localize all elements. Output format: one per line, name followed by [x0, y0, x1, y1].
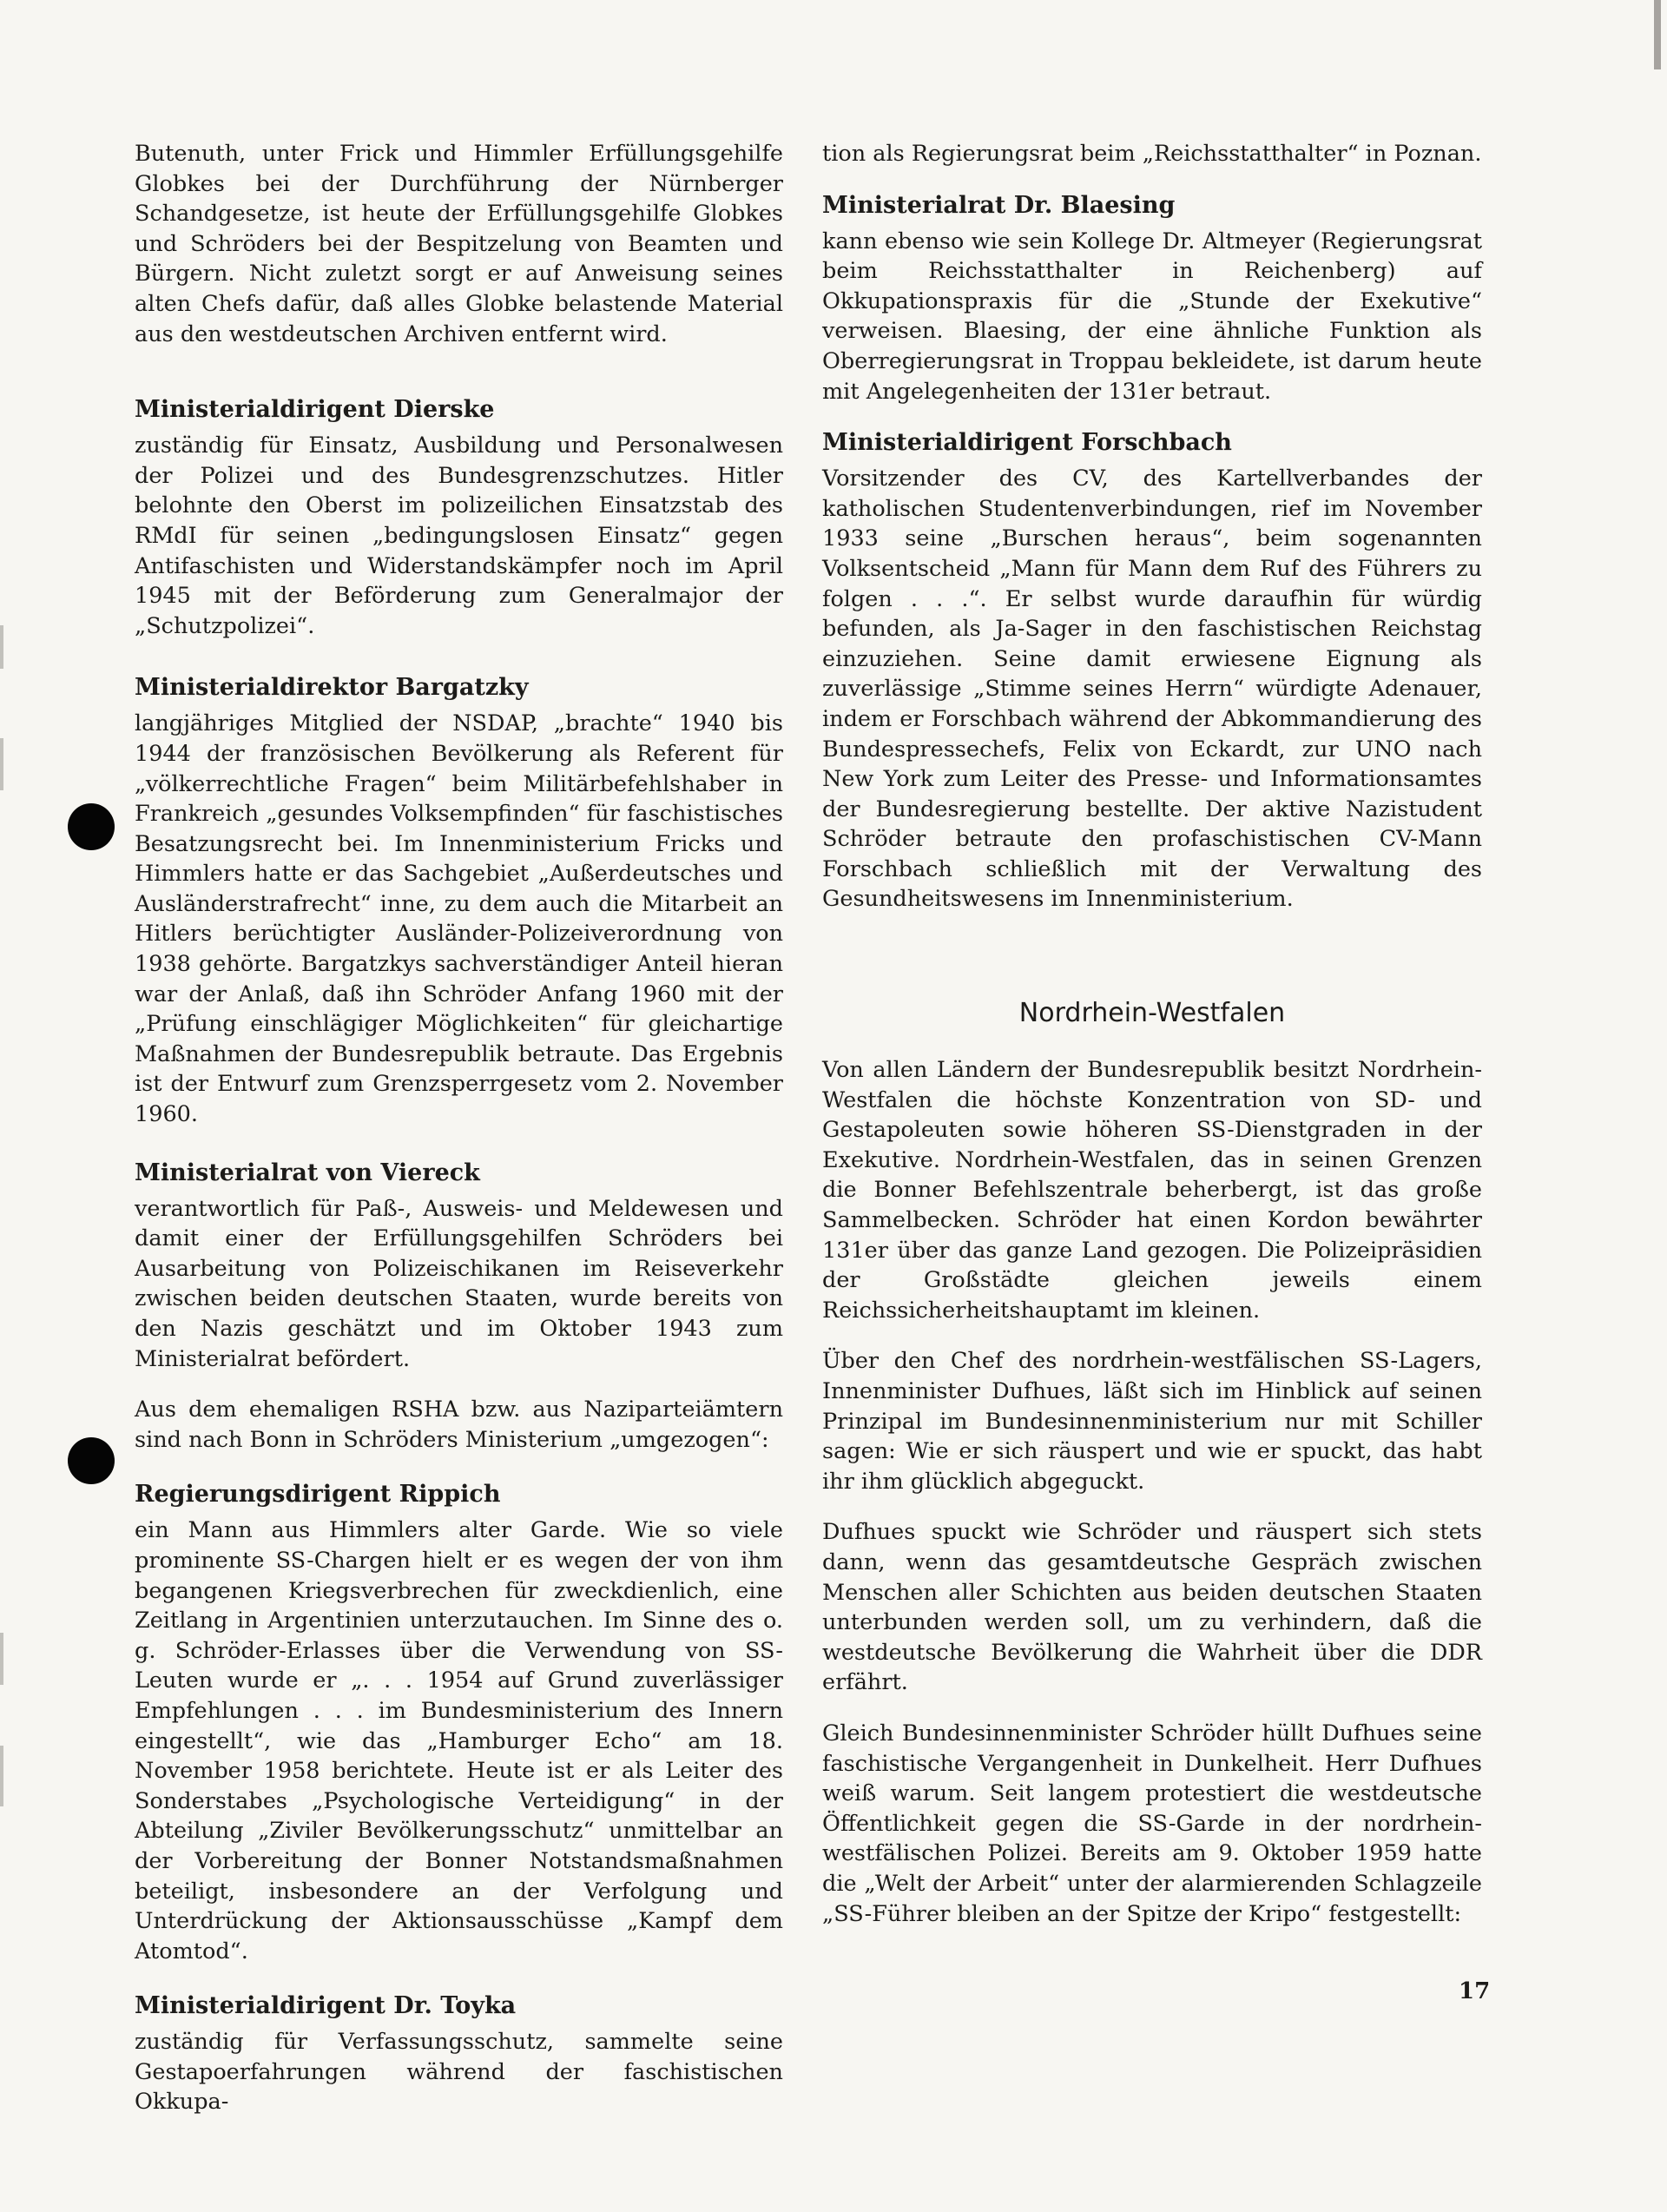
page-number: 17 — [1459, 1978, 1491, 2004]
scan-edge-mark — [1654, 0, 1661, 69]
section-text: ein Mann aus Himmlers alter Garde. Wie so viele prominente SS-Chargen hielt er es wegen der von ihm begangenen Kriegsverbrechen für zweckdienlich, eine Zeitlang in Argentinien unterzutauchen. Im Sinne des o. g. Schröder-Erlasses über die Verwendung von SS-Leuten wurde er „. . . 1954 auf Grund zuverlässiger Empfehlungen . . . im Bundesministerium des Innern eingestellt“, wie das „Hamburger Echo“ am 18. November 1958 berichtete. Heute ist er als Leiter des Sonderstabes „Psychologische Verteidigung“ in der Abteilung „Ziviler Bevölkerungsschutz“ unmittelbar an der Vorbereitung der Bonner Notstandsmaßnahmen beteiligt, insbesondere an der Verfolgung und Unterdrückung der Aktionsausschüsse „Kampf dem Atomtod“. — [135, 1517, 783, 1964]
section-text: Vorsitzender des CV, des Kartellverbandes der katholischen Studentenverbindungen, rief im November 1933 seine „Burschen heraus“, beim sogenannten Volksentscheid „Mann für Mann dem Ruf des Führers zu folgen . . .“. Er selbst wurde daraufhin für würdig befunden, als Ja-Sager in den faschistischen Reichstag einzuziehen. Seine damit erwiesene Eignung als zuverlässige „Stimme seines Herrn“ würdigte Adenauer, indem er Forschbach während der Abkommandierung des Bundespressechefs, Felix von Eckardt, zur UNO nach New York zum Leiter des Presse- und Informationsamtes der Bundesregierung bestellte. Der aktive Nazistudent Schröder betraute den profaschistischen CV-Mann Forschbach schließlich mit der Verwaltung des Gesundheitswesens im Innenministerium. — [822, 466, 1482, 913]
scan-edge-mark — [0, 1633, 3, 1685]
section-heading: Ministerialdirigent Forschbach — [822, 429, 1232, 457]
section-heading: Regierungsdirigent Rippich — [135, 1481, 501, 1509]
body-paragraph: Von allen Ländern der Bundesrepublik besitzt Nordrhein-Westfalen die höchste Konzentration von SD- und Gestapoleuten sowie höheren SS-Dienstgraden in der Exekutive. Nordrhein-Westfalen, das in seinen Grenzen die Bonner Befehlszentrale beherbergt, ist das große Sammelbecken. Schröder hat einen Kordon bewährter 131er über das ganze Land gezogen. Die Polizeipräsidien der Großstädte gleichen jeweils einem Reichssicherheitshauptamt im kleinen. — [822, 1057, 1482, 1324]
left-column — [135, 139, 783, 2138]
section-note: Aus dem ehemaligen RSHA bzw. aus Naziparteiämtern sind nach Bonn in Schröders Ministerium „umgezogen“: — [135, 1397, 783, 1453]
intro-paragraph: Butenuth, unter Frick und Himmler Erfüllungsgehilfe Globkes bei der Durchführung der Nürnberger Schandgesetze, ist heute der Erfüllungsgehilfe Globkes und Schröders bei der Bespitzelung von Beamten und Bürgern. Nicht zuletzt sorgt er auf Anweisung seines alten Chefs dafür, daß alles Globke belastende Material aus den westdeutschen Archiven entfernt wird. — [135, 141, 783, 347]
section-heading: Ministerialrat Dr. Blaesing — [822, 191, 1176, 219]
section-text: langjähriges Mitglied der NSDAP, „brachte“ 1940 bis 1944 der französischen Bevölkerung als Referent für „völkerrechtliche Fragen“ beim Militärbefehlshaber in Frankreich „gesundes Volksempfinden“ für faschistisches Besatzungsrecht bei. Im Innenministerium Fricks und Himmlers hatte er das Sachgebiet „Außerdeutsches und Ausländerstrafrecht“ inne, zu dem auch die Mitarbeit an Hitlers berüchtigter Ausländer-Polizeiverordnung von 1938 gehörte. Bargatzkys sachverständiger Anteil hieran war der Anlaß, daß ihn Schröder Anfang 1960 mit der „Prüfung einschlägiger Möglichkeiten“ für gleichartige Maßnahmen der Bundesrepublik betraute. Das Ergebnis ist der Entwurf zum Grenzsperrgesetz vom 2. November 1960. — [135, 710, 783, 1128]
scan-edge-mark — [0, 738, 3, 790]
section-text: zuständig für Einsatz, Ausbildung und Personalwesen der Polizei und des Bundesgrenzschutzes. Hitler belohnte den Oberst im polizeilichen Einsatzstab des RMdI für seinen „bedingungslosen Einsatz“ gegen Antifaschisten und Widerstandskämpfer noch im April 1945 mit der Beförderung zum Generalmajor der „Schutzpolizei“. — [135, 432, 783, 639]
section-heading: Ministerialdirigent Dierske — [135, 396, 495, 424]
section-heading: Ministerialdirektor Bargatzky — [135, 674, 529, 702]
section-text: verantwortlich für Paß-, Ausweis- und Meldewesen und damit einer der Erfüllungsgehilfen Schröders bei Ausarbeitung von Polizeischikanen im Reiseverkehr zwischen beiden deutschen Staaten, wurde bereits von den Nazis geschätzt und im Oktober 1943 zum Ministerialrat befördert. — [135, 1195, 783, 1372]
punch-hole — [68, 803, 115, 850]
intro-paragraph: tion als Regierungsrat beim „Reichsstatthalter“ in Poznan. — [822, 141, 1482, 167]
scan-edge-mark — [0, 1746, 3, 1806]
scan-edge-mark — [0, 625, 3, 669]
section-heading: Ministerialdirigent Dr. Toyka — [135, 1992, 517, 2020]
section-text: zuständig für Verfassungsschutz, sammelte seine Gestapoerfahrungen während der faschistischen Okkupa- — [135, 2029, 783, 2116]
body-paragraph: Über den Chef des nordrhein-westfälischen SS-Lagers, Innenminister Dufhues, läßt sich im Hinblick auf seinen Prinzipal im Bundesinnenministerium nur mit Schiller sagen: Wie er sich räuspert und wie er spuckt, das habt ihr ihm glücklich abgeguckt. — [822, 1348, 1482, 1495]
punch-hole — [68, 1437, 115, 1484]
section-heading: Ministerialrat von Viereck — [135, 1159, 480, 1186]
body-paragraph: Dufhues spuckt wie Schröder und räuspert sich stets dann, wenn das gesamtdeutsche Gespräch zwischen Menschen aller Schichten aus beiden deutschen Staaten unterbunden werden soll, um zu verhindern, daß die westdeutsche Bevölkerung die Wahrheit über die DDR erfährt. — [822, 1519, 1482, 1696]
section-text: kann ebenso wie sein Kollege Dr. Altmeyer (Regierungsrat beim Reichsstatthalter in Reichenberg) auf Okkupationspraxis für die „Stunde der Exekutive“ verweisen. Blaesing, der eine ähnliche Funktion als Oberregierungsrat in Troppau bekleidete, ist darum heute mit Angelegenheiten der 131er betraut. — [822, 228, 1482, 405]
body-paragraph: Gleich Bundesinnenminister Schröder hüllt Dufhues seine faschistische Vergangenheit in Dunkelheit. Herr Dufhues weiß warum. Seit langem protestiert die westdeutsche Öffentlichkeit gegen die SS-Garde in der nordrhein-westfälischen Polizei. Bereits am 9. Oktober 1959 hatte die „Welt der Arbeit“ unter der alarmierenden Schlagzeile „SS-Führer bleiben an der Spitze der Kripo“ festgestellt: — [822, 1720, 1482, 1927]
right-column — [822, 139, 1482, 1950]
region-title: Nordrhein-Westfalen — [1018, 998, 1286, 1029]
